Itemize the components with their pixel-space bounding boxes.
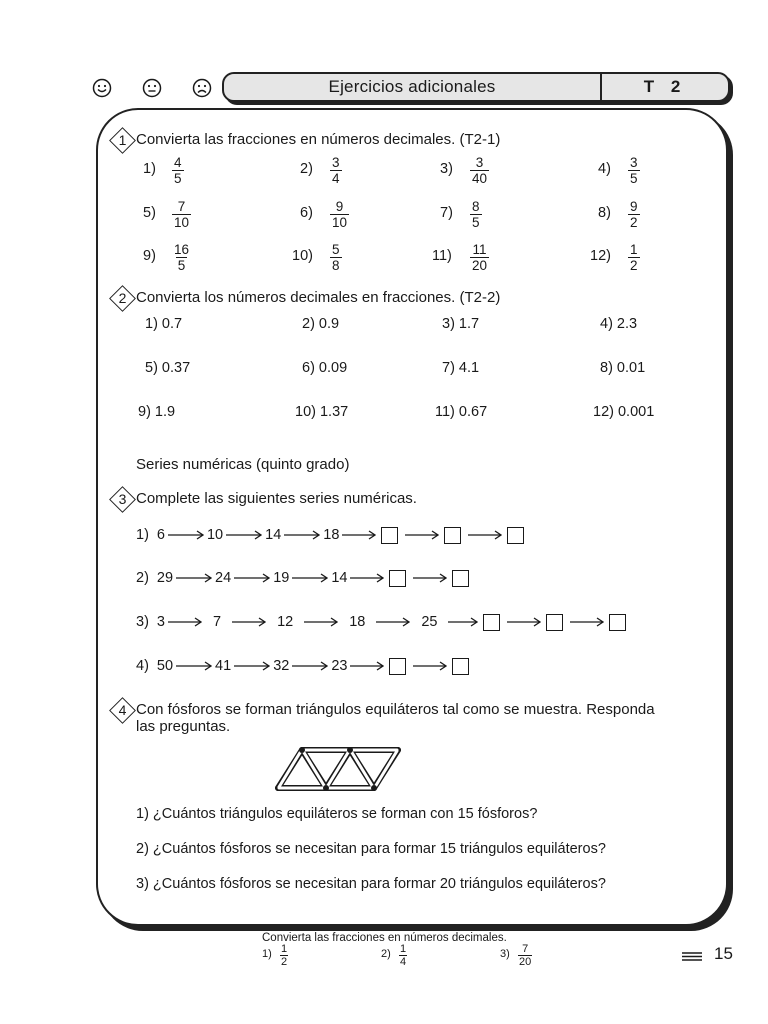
series-value: 24 (215, 570, 232, 586)
arrow-icon (413, 665, 447, 667)
series-value: 14 (265, 527, 282, 543)
answer-box (483, 614, 500, 631)
arrow-icon (376, 621, 410, 623)
fraction-denominator: 2 (630, 215, 638, 230)
fraction-numerator: 7 (177, 199, 186, 214)
fraction-numerator: 9 (630, 199, 638, 214)
decimal-item: 9) 1.9 (138, 404, 176, 420)
question-2: 2) ¿Cuántos fósforos se necesitan para formar 15 triángulos equiláteros? (136, 841, 606, 857)
series-value: 19 (273, 570, 290, 586)
fraction (470, 242, 489, 273)
decimal-item: 4) 2.3 (600, 316, 638, 332)
arrow-icon (284, 534, 320, 536)
fraction-numerator: 4 (174, 155, 182, 170)
answer-box (389, 570, 406, 587)
fraction-denominator: 10 (174, 215, 190, 230)
series-label: 2) (136, 570, 149, 586)
series-value: 32 (273, 658, 290, 674)
topic-code: T 2 (643, 77, 687, 96)
series-row (136, 611, 630, 633)
fraction-numerator: 8 (472, 199, 480, 214)
arrow-icon (232, 621, 266, 623)
footer-fraction (518, 943, 532, 968)
item-label: 8) (598, 205, 611, 221)
page-number: 15 (714, 944, 733, 963)
footer-item-label: 1) (262, 948, 272, 960)
exercise-number: 2 (118, 290, 127, 306)
series-row (136, 524, 528, 546)
footer-fraction (399, 943, 407, 968)
exercise-number: 1 (118, 132, 127, 148)
fraction (628, 199, 640, 230)
item-label: 10) (292, 248, 313, 264)
footer-instruction: Convierta las fracciones en números decimales. (262, 932, 507, 944)
fraction-numerator: 16 (174, 242, 190, 257)
sad-face-icon (192, 78, 212, 98)
fraction-denominator: 10 (332, 215, 348, 230)
arrow-icon (570, 621, 604, 623)
fraction (172, 242, 191, 273)
exercise-panel (96, 108, 728, 926)
fraction-denominator: 4 (332, 171, 340, 186)
series-row (136, 655, 473, 677)
arrow-icon (413, 577, 447, 579)
item-label: 6) (300, 205, 313, 221)
series-value: 25 (421, 614, 438, 630)
answer-box (609, 614, 626, 631)
arrow-icon (448, 621, 478, 623)
fraction (330, 242, 342, 273)
decimal-item: 6) 0.09 (302, 360, 348, 376)
fraction (628, 155, 640, 186)
fraction-numerator: 9 (335, 199, 344, 214)
fraction-numerator: 1 (630, 242, 638, 257)
footer-item-label: 2) (381, 948, 391, 960)
arrow-icon (168, 621, 202, 623)
series-value: 50 (156, 658, 174, 674)
answer-box (452, 570, 469, 587)
fraction-denominator: 20 (519, 956, 532, 968)
question-3: 3) ¿Cuántos fósforos se necesitan para formar 20 triángulos equiláteros? (136, 876, 606, 892)
exercise-4-instruction-line-2: las preguntas. (136, 718, 231, 735)
exercise-number: 4 (118, 702, 127, 718)
item-label: 12) (590, 248, 611, 264)
item-label: 2) (300, 161, 313, 177)
arrow-icon (176, 577, 212, 579)
fraction-denominator: 40 (472, 171, 488, 186)
series-value: 3 (156, 614, 165, 630)
arrow-icon (350, 665, 384, 667)
series-row (136, 567, 473, 589)
item-label: 11) (432, 248, 452, 264)
arrow-icon (234, 577, 270, 579)
series-value: 23 (331, 658, 348, 674)
decimal-item: 3) 1.7 (442, 316, 480, 332)
fraction (470, 199, 482, 230)
item-label: 9) (143, 248, 156, 264)
fraction-numerator: 1 (281, 943, 288, 955)
page-title: Ejercicios adicionales (328, 77, 496, 96)
decimal-item: 10) 1.37 (295, 404, 349, 420)
decimal-item: 7) 4.1 (442, 360, 480, 376)
arrow-icon (350, 577, 384, 579)
exercise-1-instruction: Convierta las fracciones en números decimales. (T2-1) (136, 131, 501, 148)
footer-fraction (280, 943, 288, 968)
fraction-numerator: 3 (332, 155, 340, 170)
series-value: 6 (156, 527, 165, 543)
header-bar (222, 72, 730, 102)
fraction-numerator: 3 (475, 155, 484, 170)
series-value: 18 (349, 614, 366, 630)
fraction-numerator: 7 (522, 943, 529, 955)
fraction (330, 155, 342, 186)
footer-item-label: 3) (500, 948, 510, 960)
arrow-icon (168, 534, 204, 536)
answer-box (444, 527, 461, 544)
fraction-denominator: 5 (472, 215, 480, 230)
arrow-icon (304, 621, 338, 623)
matchstick-triangles-illustration (272, 744, 412, 794)
exercise-number: 3 (118, 491, 127, 507)
fraction (628, 242, 640, 273)
fraction (172, 155, 184, 186)
answer-box (452, 658, 469, 675)
arrow-icon (292, 577, 328, 579)
fraction-denominator: 20 (472, 258, 488, 273)
series-value: 41 (215, 658, 232, 674)
item-label: 3) (440, 161, 453, 177)
fraction-denominator: 8 (332, 258, 340, 273)
arrow-icon (468, 534, 502, 536)
arrow-icon (342, 534, 376, 536)
arrow-icon (234, 665, 270, 667)
series-label: 3) (136, 614, 149, 630)
decimal-item: 8) 0.01 (600, 360, 646, 376)
series-value: 12 (277, 614, 294, 630)
fraction-denominator: 5 (177, 258, 186, 273)
series-value: 10 (206, 527, 224, 543)
item-label: 7) (440, 205, 453, 221)
answer-box (389, 658, 406, 675)
series-value: 7 (212, 614, 222, 630)
item-label: 4) (598, 161, 611, 177)
item-label: 1) (143, 161, 156, 177)
series-heading: Series numéricas (quinto grado) (136, 456, 350, 473)
arrow-icon (292, 665, 328, 667)
fraction-denominator: 5 (174, 171, 182, 186)
decimal-item: 11) 0.67 (435, 404, 488, 420)
series-value: 14 (331, 570, 348, 586)
decimal-item: 1) 0.7 (145, 316, 183, 332)
arrow-icon (226, 534, 262, 536)
exercise-4-instruction-line-1: Con fósforos se forman triángulos equiláteros tal como se muestra. Responda (136, 701, 655, 718)
question-1: 1) ¿Cuántos triángulos equiláteros se forman con 15 fósforos? (136, 806, 538, 822)
fraction-denominator: 5 (630, 171, 638, 186)
page-marker-icon (682, 952, 702, 961)
arrow-icon (507, 621, 541, 623)
exercise-3-instruction: Complete las siguientes series numéricas. (136, 490, 417, 507)
happy-face-icon (92, 78, 112, 98)
decimal-item: 2) 0.9 (302, 316, 340, 332)
series-value: 29 (156, 570, 174, 586)
fraction-denominator: 2 (281, 956, 288, 968)
decimal-item: 12) 0.001 (593, 404, 655, 420)
fraction-numerator: 3 (630, 155, 638, 170)
exercise-2-instruction: Convierta los números decimales en fracciones. (T2-2) (136, 289, 501, 306)
fraction-denominator: 4 (400, 956, 407, 968)
series-label: 1) (136, 527, 149, 543)
neutral-face-icon (142, 78, 162, 98)
arrow-icon (176, 665, 212, 667)
fraction (330, 199, 349, 230)
fraction-denominator: 2 (630, 258, 638, 273)
answer-box (546, 614, 563, 631)
series-label: 4) (136, 658, 149, 674)
fraction-numerator: 5 (332, 242, 340, 257)
decimal-item: 5) 0.37 (145, 360, 191, 376)
fraction (470, 155, 489, 186)
fraction-numerator: 1 (400, 943, 407, 955)
fraction-numerator: 11 (472, 242, 487, 257)
series-value: 18 (323, 527, 340, 543)
item-label: 5) (143, 205, 156, 221)
answer-box (507, 527, 524, 544)
answer-box (381, 527, 398, 544)
arrow-icon (405, 534, 439, 536)
fraction (172, 199, 191, 230)
